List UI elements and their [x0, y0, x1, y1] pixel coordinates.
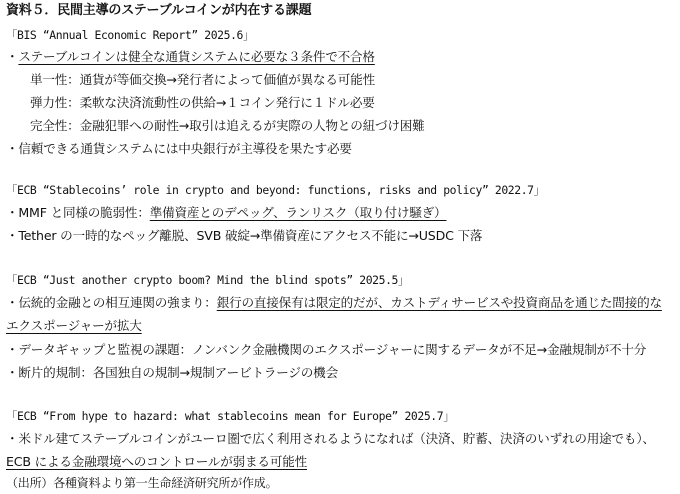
criterion-text: 柔軟な決済流動性の供給→１コイン発行に１ドル必要: [79, 95, 375, 110]
bullet-line: [6, 294, 662, 312]
bullet-text-underlined: ステーブルコインは健全な通貨システムに必要な３条件で不合格: [18, 49, 375, 64]
criterion-label: 弾力性：: [30, 95, 80, 110]
bullet-text-underlined: エクスポージャーが拡大: [6, 318, 142, 333]
bullet-prefix: ・: [6, 49, 19, 64]
bullet-line: [6, 227, 482, 245]
document-title: 資料５．民間主導のステーブルコインが内在する課題: [6, 3, 312, 18]
bullet-prefix: ・: [6, 431, 19, 446]
bullet-text-underlined: 準備資産とのデペッグ、ランリスク（取り付け騒ぎ）: [149, 205, 447, 220]
bullet-text: ノンバンク金融機関のエクスポージャーに関するデータが不足→金融規制が不十分: [191, 342, 647, 357]
bullet-prefix: ・: [6, 228, 19, 243]
section-heading-bis: 「BIS “Annual Economic Report” 2025.6」: [6, 28, 255, 42]
bullet-prefix: ・データギャップと監視の課題：: [6, 342, 192, 357]
section-heading-ecb-2025-7: 「ECB “From hype to hazard: what stablecoins mean for Europe” 2025.7」: [6, 409, 455, 423]
section-heading-ecb-2022: 「ECB “Stablecoins’ role in crypto and beyond: functions, risks and policy” 2022.7」: [6, 183, 545, 197]
bullet-line: [6, 430, 655, 448]
bullet-line: [6, 341, 646, 359]
bullet-continuation: [6, 453, 307, 471]
bullet-prefix: ・MMF と同様の脆弱性：: [6, 205, 150, 220]
source-note: （出所）各種資料より第一生命経済研究所が作成。: [6, 476, 278, 490]
bullet-line: [6, 48, 375, 66]
bullet-line: [6, 364, 338, 382]
bullet-line: [6, 140, 352, 158]
bullet-text-underlined: ECB による金融環境へのコントロールが弱まる可能性: [6, 454, 308, 469]
bullet-continuation: [6, 317, 142, 335]
criterion-label: 単一性：: [30, 72, 80, 87]
bullet-text: 信頼できる通貨システムには中央銀行が主導役を果たす必要: [18, 141, 352, 156]
section-heading-ecb-2025-5: 「ECB “Just another crypto boom? Mind the blind spots” 2025.5」: [6, 273, 409, 287]
criterion-text: 金融犯罪への耐性→取引は追えるが実際の人物との紐づけ困難: [79, 118, 425, 133]
bullet-text: 各国独自の規制→規制アービトラージの機会: [92, 365, 338, 380]
bullet-line: [6, 204, 446, 222]
bullet-prefix: ・断片的規制：: [6, 365, 93, 380]
criterion-label: 完全性：: [30, 118, 80, 133]
bullet-text-underlined: 銀行の直接保有は限定的だが、カストディサービスや投資商品を通じた間接的な: [216, 295, 662, 310]
bullet-text: Tether の一時的なペッグ離脱、SVB 破綻→準備資産にアクセス不能に→USDC 下落: [18, 228, 483, 243]
bullet-prefix: ・伝統的金融との相互連関の強まり：: [6, 295, 217, 310]
criterion-line: [30, 71, 375, 89]
bullet-text: 米ドル建てステーブルコインがユーロ圏で広く利用されるようになれば（決済、貯蓄、決済のいずれの用途でも）、: [18, 431, 655, 446]
criterion-line: [30, 117, 425, 135]
bullet-prefix: ・: [6, 141, 19, 156]
criterion-line: [30, 94, 375, 112]
criterion-text: 通貨が等価交換→発行者によって価値が異なる可能性: [79, 72, 375, 87]
